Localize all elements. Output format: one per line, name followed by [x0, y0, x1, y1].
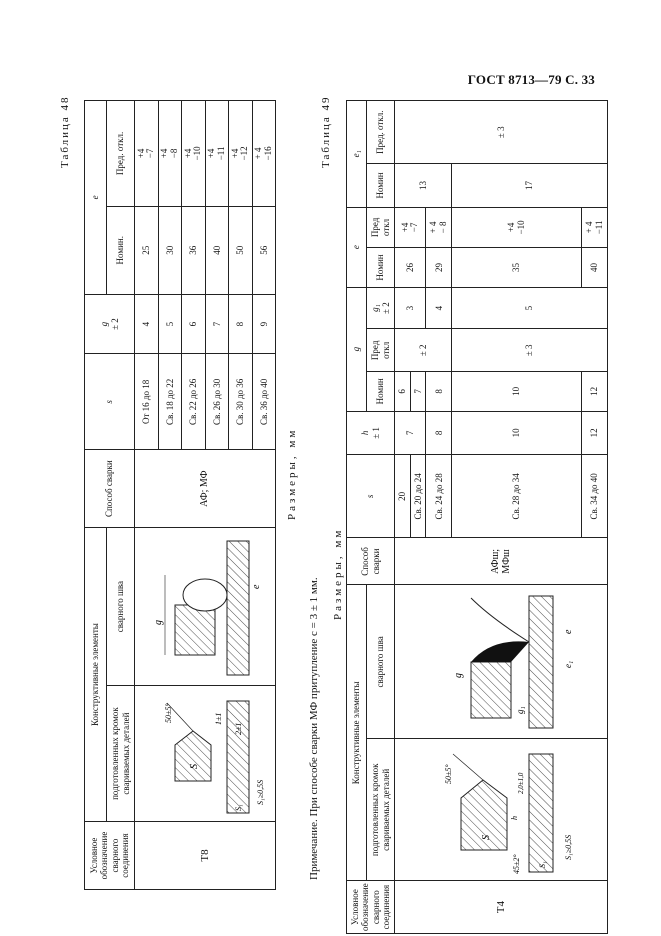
- t48-head-g: g ± 2: [85, 294, 135, 354]
- t49-method: АФш; МФш: [395, 538, 608, 585]
- svg-text:S₁: S₁: [538, 861, 547, 869]
- t48-fig-angle: 50±5°: [164, 703, 173, 724]
- svg-text:S: S: [481, 835, 492, 841]
- table-48: Условное обозначение сварного соединения Конструктивные элементы Способ сварки s g ± 2 e подготовленных кромок свариваемых деталей сварного шва Номин. Пред. откл. Т8 50±5° S 2±1 S₁≥0,5S S₁ 1±1 g e АФ; МФ От 16 до 18 4 25 +4 −7 Св. 18 до 22 5 30 +4 −8 Св. 22 до 26 6 36 +4 −10 Св. 26 до 30 7 40 +4 −11 Св. 30 до 36 8 50 +4 −12 Св. 36 до 40 9 56 + 4 −16: [84, 100, 276, 890]
- rotated-page-content: [56, 90, 616, 931]
- svg-text:S₁≥0,5S: S₁≥0,5S: [564, 835, 573, 861]
- svg-text:g: g: [453, 673, 464, 679]
- t48-fig-s: S: [189, 764, 200, 770]
- t48-head-prep: подготовленных кромок свариваемых деталей: [107, 686, 135, 822]
- svg-text:1±1: 1±1: [214, 712, 223, 726]
- t48-head-s: s: [85, 354, 135, 450]
- table-48-note: Примечание. При способе сварки МФ притупление c = 3 ± 1 мм.: [308, 577, 320, 880]
- t48-designation: Т8: [135, 822, 276, 890]
- svg-text:2,0±1,0: 2,0±1,0: [517, 772, 525, 795]
- svg-text:e₁: e₁: [563, 661, 573, 669]
- t48-fig-prep: [135, 686, 276, 822]
- svg-text:2±1: 2±1: [234, 722, 243, 736]
- t49-head-cond: Условное обозначение сварного соединения: [347, 881, 395, 934]
- t48-head-e: e: [85, 101, 107, 295]
- svg-text:S₁: S₁: [234, 804, 243, 812]
- svg-text:g₁: g₁: [515, 706, 525, 715]
- t48-method: АФ; МФ: [135, 450, 276, 528]
- t49-fig-prep: [395, 739, 608, 881]
- table-48-caption: Таблица 48: [59, 95, 71, 168]
- t48-head-elements: Конструктивные элементы: [85, 528, 107, 822]
- table-49: Условное обозначение сварного соединения Конструктивные элементы Способ сварки s h ± 1 g e e₁ подготовленных кромок свариваемых деталей сварного шва Номин Пред откл g₁ ± 2 Номин Пред откл Номин Пред. откл. Т4 50±5° S 45±2° 2,0±1,0 S₁≥0,5S S₁ h g e g₁ e₁ АФш; МФш 20 7 6 ± 2 3 26 +4 −7 13 ± 3 Св. 20 до 24 7 Св. 24 до 28 8 8 4 29 + 4 − 8 Св. 28 до 34 10 10 ± 3 5 35 +4 −10 17 Св. 34 до 40 12 12 40 + 4 −11: [346, 100, 608, 934]
- t48-head-nom: Номин.: [107, 206, 135, 294]
- svg-text:50±5°: 50±5°: [444, 764, 453, 785]
- t48-head-method: Способ сварки: [85, 450, 135, 528]
- svg-text:S₁≥0,5S: S₁≥0,5S: [256, 779, 265, 806]
- t49-head-method: Способ сварки: [347, 538, 395, 585]
- t49-fig-seam: [395, 585, 608, 739]
- svg-text:45±2°: 45±2°: [512, 854, 521, 875]
- table-49-caption: Таблица 49: [320, 95, 332, 168]
- t48-head-seam: сварного шва: [107, 528, 135, 686]
- t48-head-tol: Пред. откл.: [107, 101, 135, 207]
- t48-fig-seam: [135, 528, 276, 686]
- t48-head-cond: Условное обозначение сварного соединения: [85, 822, 135, 890]
- svg-text:e: e: [251, 584, 262, 590]
- svg-text:e: e: [563, 629, 574, 635]
- t49-designation: Т4: [395, 881, 608, 934]
- page-header: ГОСТ 8713—79 С. 33: [467, 72, 595, 87]
- svg-text:g: g: [153, 620, 164, 626]
- svg-text:h: h: [510, 816, 519, 821]
- table-49-units: Размеры, мм: [332, 527, 344, 620]
- t49-head-elements: Конструктивные элементы: [347, 585, 367, 881]
- table-48-units: Размеры, мм: [286, 427, 298, 520]
